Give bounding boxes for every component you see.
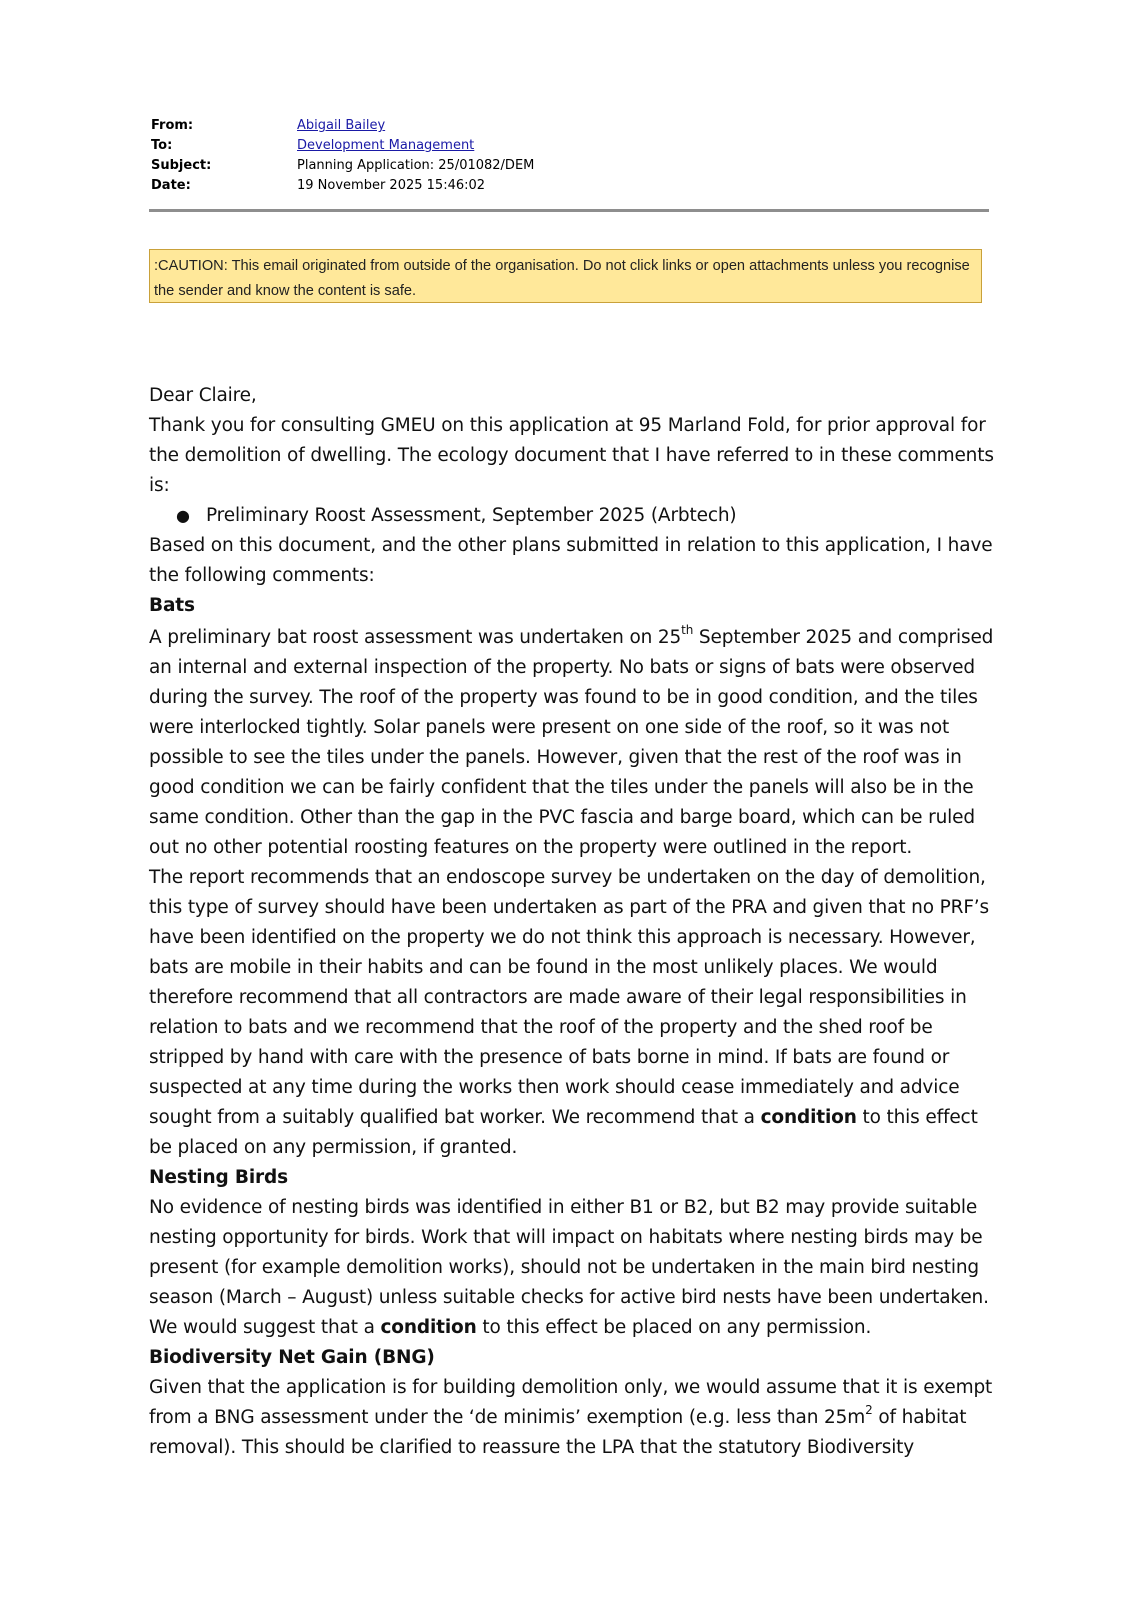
letter-body [149,381,999,1463]
from-link[interactable]: Abigail Bailey [297,118,386,133]
document-list-item [149,501,999,531]
bats-heading: Bats [149,595,195,616]
document-title: Preliminary Roost Assessment, September 2025 (Arbtech) [206,505,737,526]
greeting: Dear Claire, [149,385,257,406]
date-row [151,176,991,196]
bng-paragraph: Given that the application is for building demolition only, we would assume that it is exempt from a BNG assessment under the ‘de minimis’ exemption (e.g. less than $25m^2$ of habitat removal). This should be clarified to reassure the LPA that the statutory Biodiversity [149,1377,993,1458]
to-row [151,136,991,156]
header-divider [149,209,989,212]
subject-label: Subject: [151,158,212,173]
date-label: Date: [151,178,191,193]
nesting-birds-heading: Nesting Birds [149,1167,288,1188]
from-label: From: [151,118,194,133]
date-value: 19 November 2025 15:46:02 [297,178,486,193]
subject-value: Planning Application: 25/01082/DEM [297,158,535,173]
email-header [151,116,991,196]
to-link[interactable]: Development Management [297,138,475,153]
lead-in-paragraph: Based on this document, and the other plans submitted in relation to this application, I have the following comments: [149,535,993,586]
from-row [151,116,991,136]
bullet-icon: ● [176,506,190,525]
nesting-birds-paragraph: No evidence of nesting birds was identified in either B1 or B2, but B2 may provide suitable nesting opportunity for birds. Work that will impact on habitats where nesting birds may be present (for example demolition works), should not be undertaken in the main bird nesting season (March – August) unless suitable checks for active bird nests have been undertaken. We would suggest that a condition to this effect be placed on any permission. [149,1197,989,1338]
bats-paragraph-1: A preliminary bat roost assessment was undertaken on 25th September 2025 and comprised an internal and external inspection of the property. No bats or signs of bats were observed during the survey. The roof of the property was found to be in good condition, and the tiles were interlocked tightly. Solar panels were present on one side of the roof, so it was not possible to see the tiles under the panels. However, given that the rest of the roof was in good condition we can be fairly confident that the tiles under the panels will also be in the same condition. Other than the gap in the PVC fascia and barge board, which can be ruled out no other potential roosting features on the property were outlined in the report. [149,622,994,858]
intro-paragraph: Thank you for consulting GMEU on this application at 95 Marland Fold, for prior approval for the demolition of dwelling. The ecology document that I have referred to in these comments is: [149,415,994,496]
subject-row [151,156,991,176]
bng-heading: Biodiversity Net Gain (BNG) [149,1347,435,1368]
to-label: To: [151,138,173,153]
caution-banner: :CAUTION: This email originated from outside of the organisation. Do not click links or open attachments unless you recognise the sender and know the content is safe. [149,249,982,303]
bats-paragraph-2: The report recommends that an endoscope survey be undertaken on the day of demolition, this type of survey should have been undertaken as part of the PRA and given that no PRF’s have been identified on the property we do not think this approach is necessary. However, bats are mobile in their habits and can be found in the most unlikely places. We would therefore recommend that all contractors are made aware of their legal responsibilities in relation to bats and we recommend that the roof of the property and the shed roof be stripped by hand with care with the presence of bats borne in mind. If bats are found or suspected at any time during the works then work should cease immediately and advice sought from a suitably qualified bat worker. We recommend that a condition to this effect be placed on any permission, if granted. [149,867,990,1158]
